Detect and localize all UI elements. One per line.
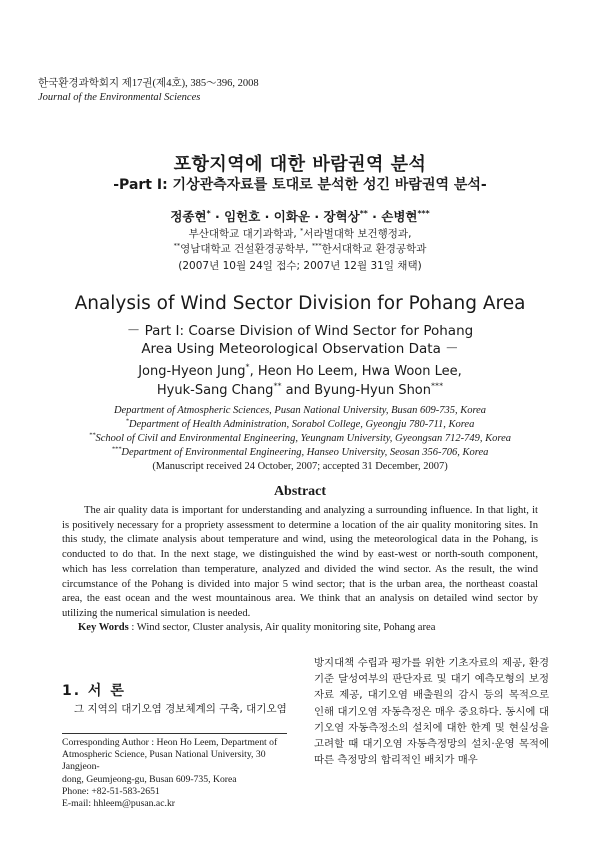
keywords-label: Key Words — [78, 622, 129, 633]
journal-header — [38, 77, 259, 105]
authors-en-line-2: Hyuk-Sang Chang** and Byung-Hyun Shon*** — [156, 381, 444, 398]
corresponding-phone: Phone: +82-51-583-2651 — [62, 785, 160, 797]
footnote-divider — [62, 733, 287, 734]
intro-right-text: 방지대책 수립과 평가를 위한 기초자료의 제공, 환경기준 달성여부의 판단자료 및 대기 예측모형의 보정자료 제공, 대기오염 배출원의 감시 등의 목적으로 인해 대기오염 자동측정은 매우 중요하다. 동시에 대기오염 자동측정소의 설치에 대한 한계 및 현실성을 고려할 때 대기오염 자동측정망의 설치·운영 목적에 따른 측정망의 합리적인 배치가 매우 — [314, 657, 549, 767]
affiliation-ko-yeungnam: 영남대학교 건설환경공학부, — [180, 243, 312, 255]
affiliation-ko-sorabol: 서라벌대학 보건행정과, — [303, 228, 412, 240]
abstract-heading: Abstract — [273, 484, 327, 499]
journal-name-en: Journal of the Environmental Sciences — [38, 92, 201, 103]
authors-en-rest-1: , Heon Ho Leem, Hwa Woon Lee, — [249, 364, 462, 379]
section-heading: 1. 서 론 — [62, 683, 126, 699]
affiliation-ko-line-1: 부산대학교 대기과학과, *서라벌대학 보건행정과, — [188, 226, 412, 240]
affiliation-en-4: ***Department of Environmental Engineering, Hanseo University, Seosan 356-706, Korea — [111, 445, 489, 458]
authors-ko: 정종현* · 임헌호 · 이화운 · 장혁상** · 손병현*** — [170, 208, 430, 224]
corresponding-line-1: Corresponding Author : Heon Ho Leem, Department of — [62, 737, 278, 748]
abstract-text: The air quality data is important for understanding and analyzing a surrounding influence. In that light, it is positively necessary for a propriety assessment to determine a location of the air quality monitoring sites. In this study, the climate analysis about temperature and wind, using the meteorological data in the Pohang, is conducted to do that. In the next stage, we distinguished the wind by east-west or north-south component, which has less correlation than temperature, analyzed and divided the wind sector. As the result, the wind circumstance of the Pohang is divided into major 5 wind sector; that is the urban area, the northeast coastal area, the east ocean and the west mountainous area. We think that an analysis on detailed wind sector by utilizing the numerical simulation is needed. — [62, 505, 538, 619]
received-date-ko: (2007년 10월 24일 접수; 2007년 12월 31일 채택) — [178, 260, 422, 272]
author-ko-5: 손병현 — [381, 209, 418, 224]
author-ko-3: 이화운 — [273, 209, 310, 224]
affiliation-en-3: **School of Civil and Environmental Engineering, Yeungnam University, Gyeongsan 712-749, Korea — [88, 431, 512, 444]
paper-title-ko: 포항지역에 대한 바람권역 분석 — [173, 154, 427, 175]
paper-subtitle-en-line-2: Area Using Meteorological Observation Data － — [141, 341, 459, 357]
authors-en-line-1: Jong-Hyeon Jung*, Heon Ho Leem, Hwa Woon Lee, — [138, 362, 462, 379]
author-ko-2: 임헌호 — [224, 209, 261, 224]
corresponding-line-2: Atmospheric Science, Pusan National University, 30 Jangjeon- — [62, 749, 266, 773]
author-mark: *** — [417, 208, 430, 218]
journal-citation-ko: 한국환경과학회지 제17권(제4호), 385～396, 2008 — [38, 78, 259, 89]
paper-subtitle-ko: -Part Ⅰ: 기상관측자료를 토대로 분석한 성긴 바람권역 분석- — [113, 177, 487, 193]
intro-left-text: 그 지역의 대기오염 경보체계의 구축, 대기오염 — [74, 703, 287, 715]
paper-title-en: Analysis of Wind Sector Division for Pohang Area — [74, 293, 526, 314]
affiliation-ko-pusan: 부산대학교 대기과학과, — [188, 228, 301, 240]
corresponding-email: E-mail: hhleem@pusan.ac.kr — [62, 798, 176, 810]
author-mark: * — [206, 208, 211, 218]
author-en-jung: Jong-Hyeon Jung — [138, 364, 246, 379]
author-ko-4: 장혁상 — [323, 209, 360, 224]
authors-en-rest-2: and Byung-Hyun Shon — [281, 383, 432, 398]
author-en-chang: Hyuk-Sang Chang — [156, 383, 274, 398]
keywords-text: : Wind sector, Cluster analysis, Air quality monitoring site, Pohang area — [128, 622, 436, 633]
abstract-body — [62, 504, 538, 622]
paper-subtitle-en-line-1: － Part Ⅰ: Coarse Division of Wind Sector for Pohang — [126, 323, 474, 339]
keywords — [78, 622, 548, 633]
affiliation-en-2: *Department of Health Administration, Sorabol College, Gyeongju 780-711, Korea — [125, 417, 475, 430]
received-date-en: (Manuscript received 24 October, 2007; accepted 31 December, 2007) — [152, 461, 448, 472]
author-mark: ** — [359, 208, 368, 218]
corresponding-author-note — [62, 737, 294, 810]
affiliation-ko-hanseo: 한서대학교 환경공학과 — [321, 243, 427, 255]
affiliation-ko-line-2: **영남대학교 건설환경공학부, ***한서대학교 환경공학과 — [173, 241, 427, 255]
corresponding-line-3: dong, Geumjeong-gu, Busan 609-735, Korea — [62, 773, 237, 785]
author-ko-1: 정종현 — [170, 209, 207, 224]
affiliation-en-1: Department of Atmospheric Sciences, Pusan National University, Busan 609-735, Korea — [113, 405, 487, 416]
